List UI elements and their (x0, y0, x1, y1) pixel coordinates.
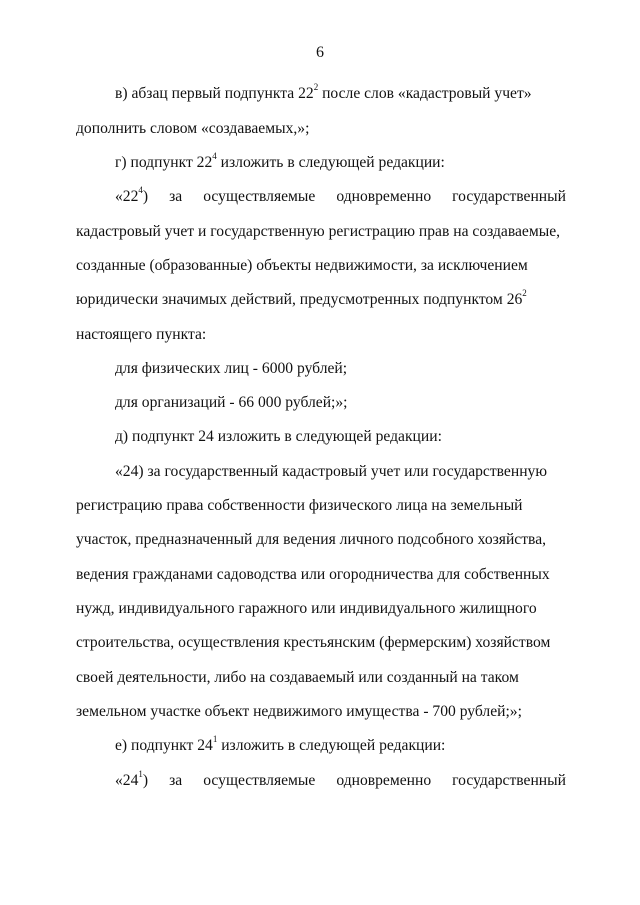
paragraph-line: строительства, осуществления крестьянским (фермерским) хозяйством (76, 634, 551, 651)
word: осуществляемые (203, 188, 316, 205)
paragraph-line (115, 150, 566, 173)
superscript: 4 (212, 150, 217, 161)
text-run: в) абзац первый подпункта 22 (115, 85, 314, 102)
text-run: изложить в следующей редакции: (217, 737, 446, 754)
text-run: е) подпункт 24 (115, 737, 213, 754)
text-run: «24 (115, 772, 139, 789)
paragraph-line: своей деятельности, либо на создаваемый или созданный на таком (76, 669, 519, 686)
word: государственный (452, 772, 566, 789)
word: за (169, 188, 183, 205)
paragraph-line (115, 184, 566, 207)
paragraph-line (115, 733, 566, 756)
page-number: 6 (316, 44, 324, 61)
text-run (115, 81, 532, 104)
superscript: 4 (138, 184, 143, 195)
paragraph-line: «24) за государственный кадастровый учет или государственную (115, 463, 547, 480)
paragraph-line: настоящего пункта: (76, 326, 207, 343)
paragraph-line: участок, предназначенный для ведения личного подсобного хозяйства, (76, 531, 547, 548)
word: за (169, 772, 183, 789)
word: осуществляемые (203, 772, 316, 789)
text-run: юридически значимых действий, предусмотренных подпунктом 26 (76, 291, 523, 308)
word (115, 768, 149, 791)
paragraph-line (115, 81, 566, 104)
paragraph-line: для организаций - 66 000 рублей;»; (115, 394, 348, 411)
superscript: 1 (138, 768, 143, 779)
text-run: изложить в следующей редакции: (216, 154, 445, 171)
superscript: 1 (212, 733, 218, 744)
word (115, 184, 149, 207)
paragraph-line: земельном участке объект недвижимого имущества - 700 рублей;»; (76, 703, 522, 720)
superscript: 2 (522, 287, 527, 298)
text-run: после слов «кадастровый учет» (318, 85, 532, 102)
word: одновременно (336, 188, 432, 205)
paragraph-line: д) подпункт 24 изложить в следующей редакции: (115, 428, 442, 445)
text-run: ) (142, 772, 149, 789)
paragraph-line: регистрацию права собственности физического лица на земельный (76, 497, 523, 514)
paragraph-line: для физических лиц - 6000 рублей; (115, 360, 348, 377)
text-run: ) (142, 188, 149, 205)
word: государственный (452, 188, 566, 205)
word: одновременно (336, 772, 432, 789)
superscript: 2 (313, 81, 319, 92)
text-run: г) подпункт 22 (115, 154, 213, 171)
paragraph-line: кадастровый учет и государственную регистрацию прав на создаваемые, (76, 223, 561, 240)
paragraph-line: ведения гражданами садоводства или огородничества для собственных (76, 566, 550, 583)
paragraph-line: созданные (образованные) объекты недвижимости, за исключением (76, 257, 528, 274)
paragraph-line: дополнить словом «создаваемых,»; (76, 120, 310, 137)
text-run: «22 (115, 188, 139, 205)
paragraph-line (76, 287, 566, 310)
paragraph-line: нужд, индивидуального гаражного или индивидуального жилищного (76, 600, 537, 617)
paragraph-line (115, 768, 566, 791)
